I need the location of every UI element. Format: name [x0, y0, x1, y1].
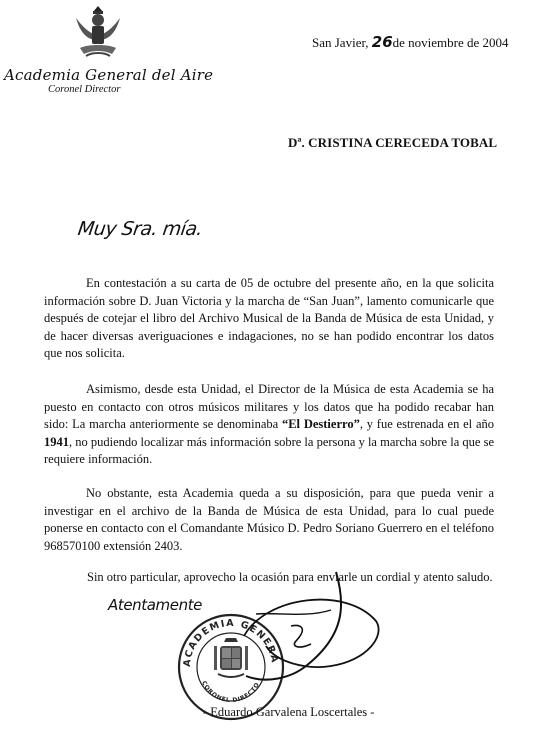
letterhead-name: Academia General del Aire [4, 66, 214, 84]
date-suffix: de noviembre de 2004 [392, 35, 509, 50]
seal-inner-text: CORONEL DIRECTO [200, 679, 262, 705]
date-prefix: San Javier, [312, 35, 372, 50]
premiere-year: 1941 [44, 434, 69, 449]
date-day: 26 [371, 33, 393, 51]
seal-outer-text: ACADEMIA GENERA [181, 617, 281, 668]
closing-line: Sin otro particular, aprovecho la ocasión para enviarle un cordial y atento saludo. [87, 570, 493, 584]
body-paragraph-3: No obstante, esta Academia queda a su disposición, para que pueda venir a investigar en el archivo de la Banda de Música de esta Unidad, para lo cual puede ponerse en contacto con el Comandante Músico D. Pedro Soriano Guerrero en el teléfono 968570100 extensión 2403. [44, 486, 494, 553]
letterhead-subtitle: Coronel Director [48, 84, 121, 95]
date-line [312, 33, 509, 51]
paragraph-2-text-b: , y fue estrenada en el año [359, 417, 494, 432]
signature [236, 566, 386, 706]
salutation: Muy Sra. mía. [76, 218, 204, 240]
recipient: Dª. CRISTINA CERECEDA TOBAL [288, 135, 498, 150]
eagle-crest-icon [72, 4, 124, 60]
body-paragraph-1: En contestación a su carta de 05 de octubre del presente año, en la que solicita información sobre D. Juan Victoria y la marcha de “San Juan”, lamento comunicarle que después de cotejar el libro del Archivo Musical de la Banda de Música de esta Unidad, y de hacer diversas averiguaciones e indagaciones, no se han podido encontrar los datos que nos solicita. [44, 276, 494, 361]
paragraph-2-text-a: Asimismo, desde esta Unidad, el Director de la Música de esta Academia se ha puesto en contacto con otros músicos militares y los datos que ha podido recabar han sido: La marcha anteriormente se denominaba [44, 382, 494, 432]
paragraph-2-text-c: , no pudiendo localizar más información sobre la persona y la marcha sobre la que se requiere información. [44, 434, 494, 467]
march-title: “El Destierro” [281, 417, 360, 432]
body-paragraph-2 [44, 381, 494, 469]
farewell-handwritten: Atentamente [108, 596, 203, 614]
signer-name: - Eduardo Garvalena Loscertales - [203, 705, 375, 719]
